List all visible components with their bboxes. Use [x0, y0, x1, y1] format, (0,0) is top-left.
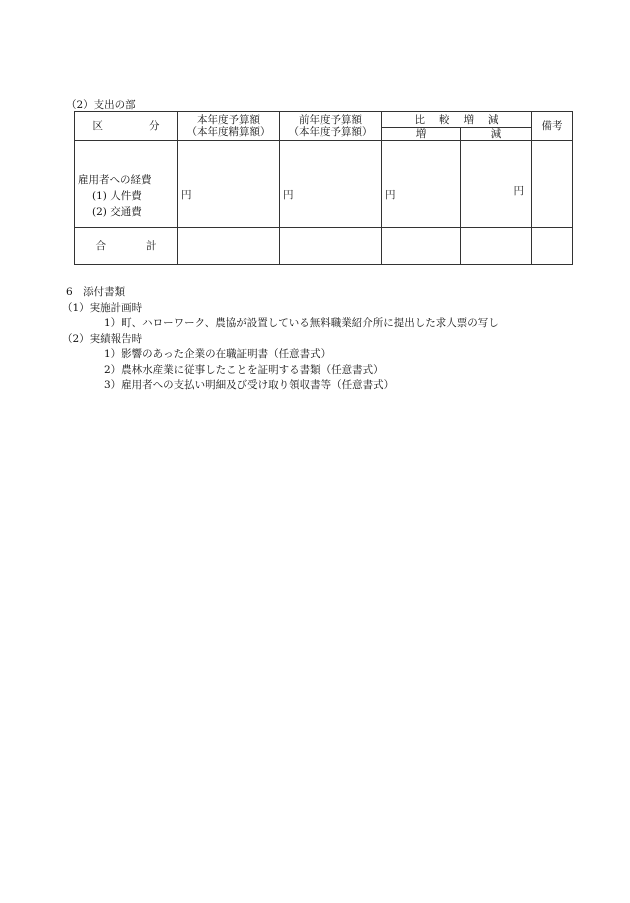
yen-unit: 円: [283, 189, 294, 201]
attachment-item: 3）雇用者への支払い明細及び受け取り領収書等（任意書式）: [104, 379, 395, 391]
table-row-total: [75, 228, 573, 265]
item-title: 雇用者への経費: [78, 174, 152, 186]
cell-increase: [382, 141, 461, 228]
table-header-row-1: [75, 112, 573, 128]
cell-total-current: [178, 228, 280, 265]
attachments-heading: 6 添付書類: [66, 286, 126, 298]
attachments-section: [62, 285, 499, 394]
cell-total-increase: [382, 228, 461, 265]
cell-decrease: [461, 141, 532, 228]
cell-current-year: [178, 141, 280, 228]
cell-total-label: 合 計: [75, 228, 178, 265]
attachment-group-title: （2）実績報告時: [62, 332, 143, 345]
cell-total-decrease: [461, 228, 532, 265]
cell-previous-year: [280, 141, 382, 228]
category-item-list: [78, 172, 152, 220]
expenditure-table: [74, 111, 573, 265]
sub-item-transport: (2) 交通費: [92, 206, 142, 218]
header-previous-year-budget: 前年度予算額 （本年度予算額）: [280, 112, 382, 141]
header-comparison: 比 較 増 減: [382, 112, 532, 128]
header-decrease: 減: [461, 128, 532, 141]
cell-remarks: [532, 141, 573, 228]
yen-unit: 円: [513, 184, 524, 197]
header-category: 区 分: [75, 112, 178, 141]
yen-unit: 円: [385, 189, 396, 201]
section-heading-expenditure: （2）支出の部: [66, 99, 136, 111]
cell-total-previous: [280, 228, 382, 265]
sub-item-personnel: (1) 人件費: [92, 190, 142, 202]
cell-category-items: [75, 141, 178, 228]
header-remarks: 備考: [532, 112, 573, 141]
attachment-item: 1）町、ハローワーク、農協が設置している無料職業紹介所に提出した求人票の写し: [104, 317, 499, 329]
attachment-item: 2）農林水産業に従事したことを証明する書類（任意書式）: [104, 363, 384, 376]
cell-total-remarks: [532, 228, 573, 265]
attachment-item: 1）影響のあった企業の在職証明書（任意書式）: [104, 348, 332, 360]
header-current-year-budget: 本年度予算額 （本年度精算額）: [178, 112, 280, 141]
yen-unit: 円: [181, 189, 192, 201]
attachment-group-title: （1）実施計画時: [62, 301, 143, 314]
table-row-employee-costs: [75, 141, 573, 228]
header-increase: 増: [382, 128, 461, 141]
